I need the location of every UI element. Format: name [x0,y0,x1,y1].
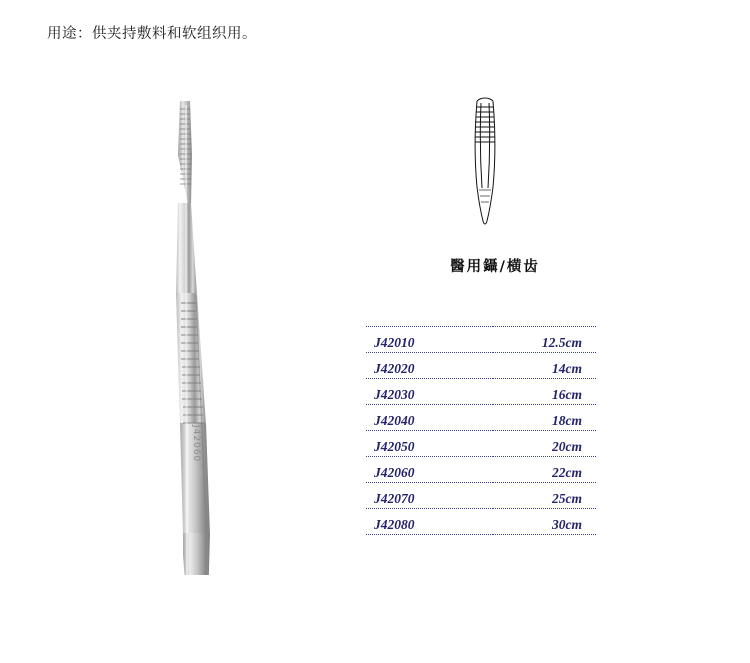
table-row [366,379,596,405]
spec-size: 20cm [493,431,597,457]
forceps-lineart-svg [450,95,520,230]
lineart-serrations [475,107,495,142]
specular-highlight [186,105,187,575]
usage-description: 用途：供夹持敷料和软组织用。 [47,26,257,42]
forceps-lineart-figure [450,95,520,230]
spec-size: 22cm [493,457,597,483]
table-row [366,431,596,457]
spec-code: J42080 [366,509,493,535]
table-row [366,509,596,535]
table-row [366,457,596,483]
table-row [366,483,596,509]
spec-size: 14cm [493,353,597,379]
table-row [366,353,596,379]
forceps-photo-figure [150,95,240,575]
product-caption: 醫用鑷/横齿 [450,259,540,275]
spec-code: J42020 [366,353,493,379]
spec-code: J42070 [366,483,493,509]
spec-size: 25cm [493,483,597,509]
spec-size: 18cm [493,405,597,431]
spec-code: J42030 [366,379,493,405]
spec-code: J42060 [366,457,493,483]
spec-size: 16cm [493,379,597,405]
specification-table [366,326,596,535]
spec-code: J42040 [366,405,493,431]
table-row [366,327,596,353]
lineart-shaft-marks [479,190,491,202]
engraved-code: J42060 [191,425,201,463]
spec-code: J42050 [366,431,493,457]
spec-size: 30cm [493,509,597,535]
table-row [366,405,596,431]
spec-table-body [366,327,596,535]
spec-size: 12.5cm [493,327,597,353]
spec-code: J42010 [366,327,493,353]
forceps-photo-svg [150,95,240,575]
